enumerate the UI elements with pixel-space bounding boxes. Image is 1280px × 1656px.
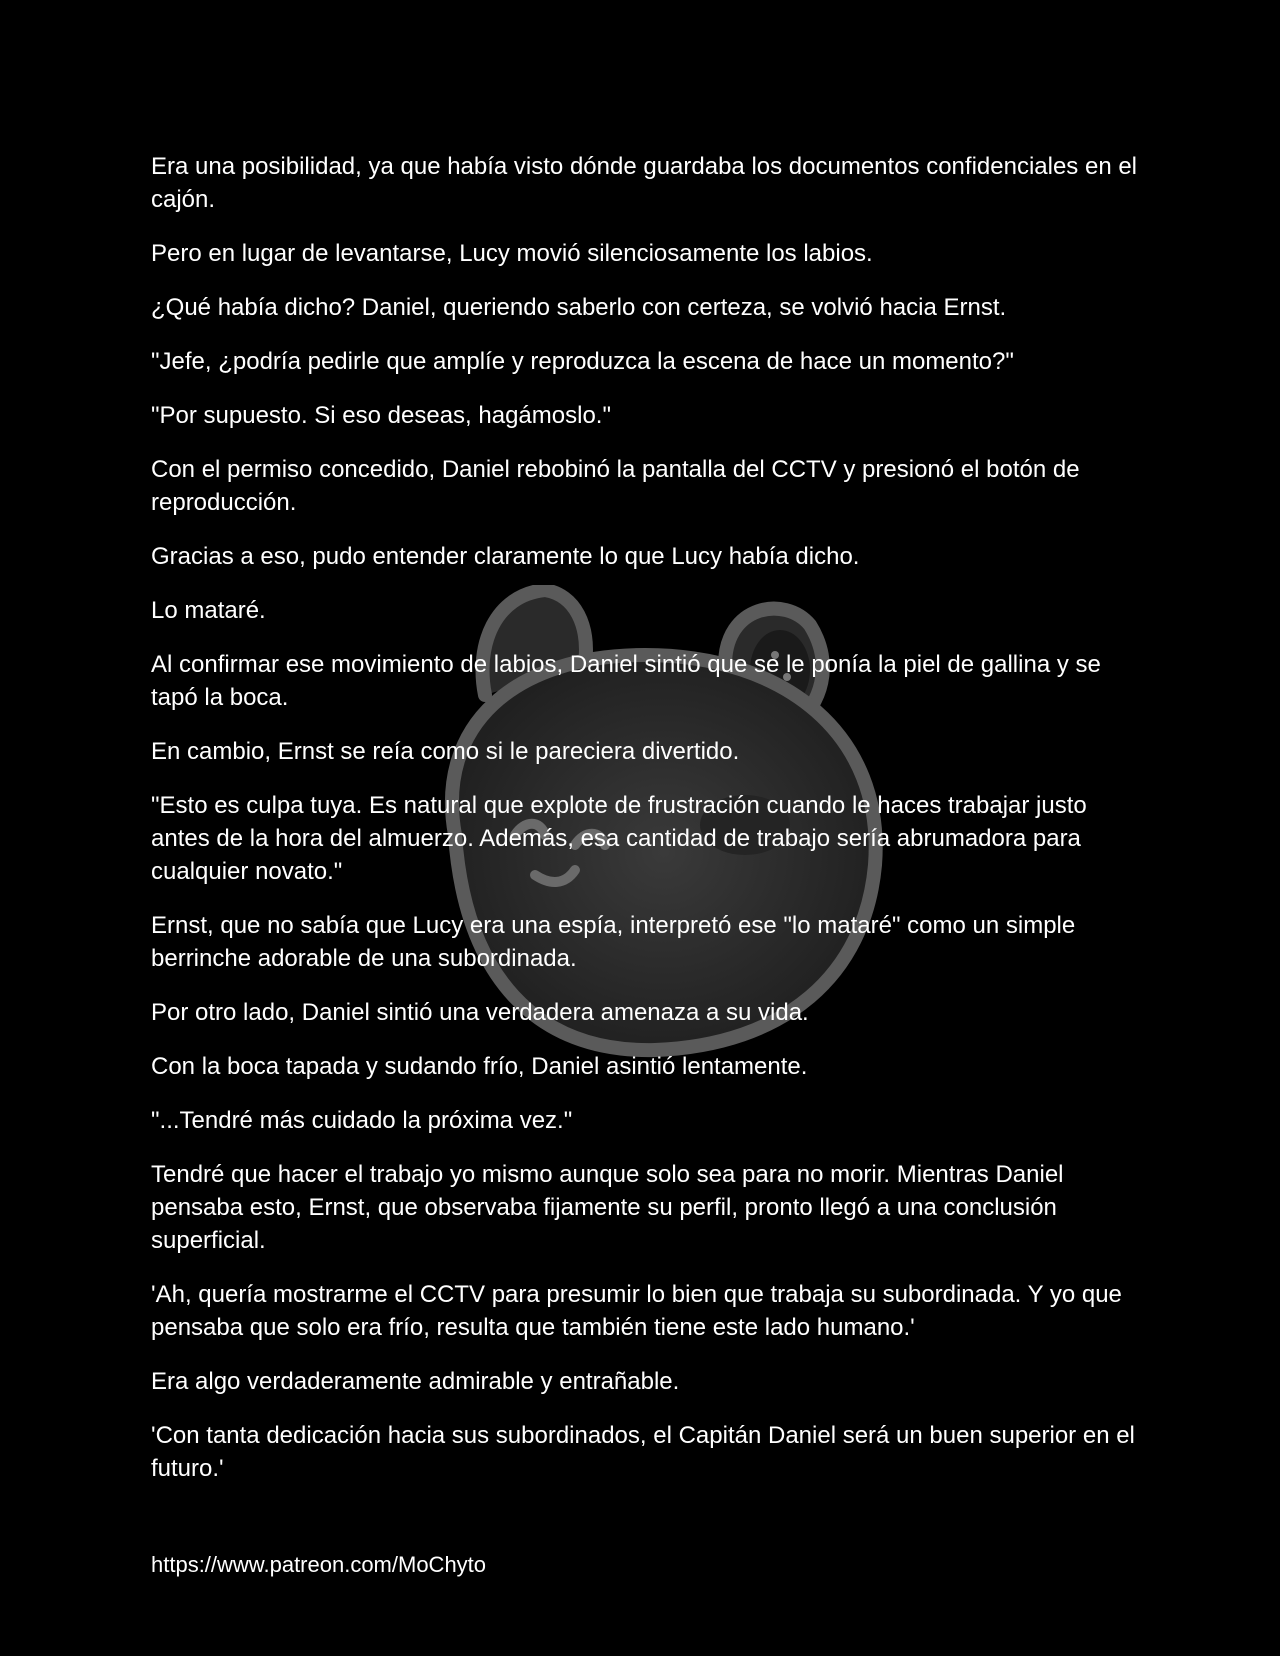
paragraph: "...Tendré más cuidado la próxima vez.": [151, 1107, 573, 1134]
paragraph: "Esto es culpa tuya. Es natural que explote de frustración cuando le haces trabajar justo antes de la hora del almuerzo. Además, esa cantidad de trabajo sería abrumadora para cualquier novato.": [151, 792, 1087, 885]
paragraph: Era una posibilidad, ya que había visto dónde guardaba los documentos confidenciales en el cajón.: [151, 153, 1138, 213]
paragraph: Era algo verdaderamente admirable y entrañable.: [151, 1368, 680, 1395]
paragraph: Pero en lugar de levantarse, Lucy movió silenciosamente los labios.: [151, 240, 873, 267]
paragraph: Gracias a eso, pudo entender claramente lo que Lucy había dicho.: [151, 543, 860, 570]
patreon-link[interactable]: https://www.patreon.com/MoChyto: [151, 1552, 487, 1577]
paragraph: "Por supuesto. Si eso deseas, hagámoslo.": [151, 402, 611, 429]
paragraph: Por otro lado, Daniel sintió una verdadera amenaza a su vida.: [151, 999, 809, 1026]
paragraph: 'Ah, quería mostrarme el CCTV para presumir lo bien que trabaja su subordinada. Y yo que pensaba que solo era frío, resulta que también tiene este lado humano.': [151, 1281, 1122, 1341]
article-body: [151, 150, 1141, 1506]
paragraph: En cambio, Ernst se reía como si le pareciera divertido.: [151, 738, 740, 765]
paragraph: Con el permiso concedido, Daniel rebobinó la pantalla del CCTV y presionó el botón de reproducción.: [151, 456, 1080, 516]
paragraph: Ernst, que no sabía que Lucy era una espía, interpretó ese "lo mataré" como un simple berrinche adorable de una subordinada.: [151, 912, 1076, 972]
paragraph: Con la boca tapada y sudando frío, Daniel asintió lentamente.: [151, 1053, 808, 1080]
paragraph: Lo mataré.: [151, 597, 266, 624]
paragraph: 'Con tanta dedicación hacia sus subordinados, el Capitán Daniel será un buen superior en el futuro.': [151, 1422, 1135, 1482]
paragraph: ¿Qué había dicho? Daniel, queriendo saberlo con certeza, se volvió hacia Ernst.: [151, 294, 1007, 321]
paragraph: "Jefe, ¿podría pedirle que amplíe y reproduzca la escena de hace un momento?": [151, 348, 1014, 375]
paragraph: Tendré que hacer el trabajo yo mismo aunque solo sea para no morir. Mientras Daniel pensaba esto, Ernst, que observaba fijamente su perfil, pronto llegó a una conclusión superficial.: [151, 1161, 1064, 1254]
paragraph: Al confirmar ese movimiento de labios, Daniel sintió que se le ponía la piel de gallina y se tapó la boca.: [151, 651, 1101, 711]
